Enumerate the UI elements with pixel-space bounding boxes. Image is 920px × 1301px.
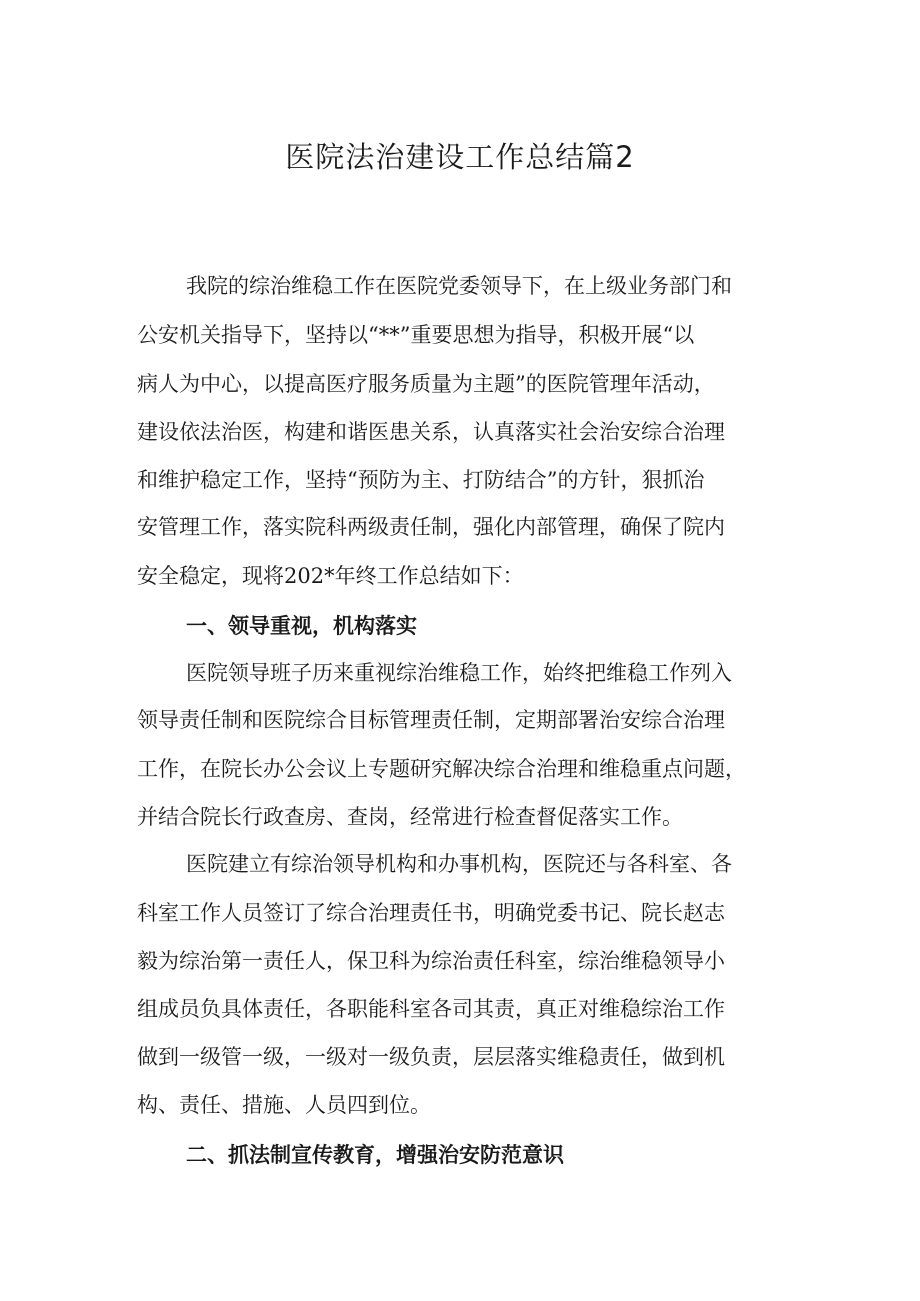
body-line: 病人为中心，以提高医疗服务质量为主题”的医院管理年活动， (137, 372, 715, 396)
body-line: 安全稳定，现将202*年终工作总结如下： (137, 564, 524, 588)
section-heading: 二、抓法制宣传教育，增强治安防范意识 (186, 1143, 564, 1167)
body-line: 领导责任制和医院综合目标管理责任制，定期部署治安综合治理 (137, 708, 725, 732)
document-title: 医院法治建设工作总结篇2 (285, 140, 635, 174)
body-line: 做到一级管一级，一级对一级负责，层层落实维稳责任，做到机 (137, 1045, 725, 1069)
body-line: 医院建立有综治领导机构和办事机构，医院还与各科室、各 (186, 852, 732, 876)
body-line: 组成员负具体责任，各职能科室各司其责，真正对维稳综治工作 (137, 997, 725, 1021)
body-line: 构、责任、措施、人员四到位。 (137, 1093, 431, 1117)
body-line: 建设依法治医，构建和谐医患关系，认真落实社会治安综合治理 (137, 420, 725, 444)
body-line: 毅为综治第一责任人，保卫科为综治责任科室，综治维稳领导小 (137, 949, 725, 973)
body-line: 科室工作人员签订了综合治理责任书，明确党委书记、院长赵志 (137, 901, 725, 925)
body-line: 工作，在院长办公会议上专题研究解决综合治理和维稳重点问题， (137, 757, 746, 781)
body-line: 医院领导班子历来重视综治维稳工作，始终把维稳工作列入 (186, 661, 732, 685)
body-line: 并结合院长行政查房、查岗，经常进行检查督促落实工作。 (137, 805, 683, 829)
body-line: 和维护稳定工作，坚持“预防为主、打防结合”的方针，狠抓治 (137, 468, 705, 492)
body-line: 我院的综治维稳工作在医院党委领导下，在上级业务部门和 (186, 274, 732, 298)
section-heading: 一、领导重视，机构落实 (186, 614, 417, 638)
body-line: 公安机关指导下，坚持以“**”重要思想为指导，积极开展“以 (137, 323, 695, 347)
body-line: 安管理工作，落实院科两级责任制，强化内部管理，确保了院内 (137, 515, 725, 539)
